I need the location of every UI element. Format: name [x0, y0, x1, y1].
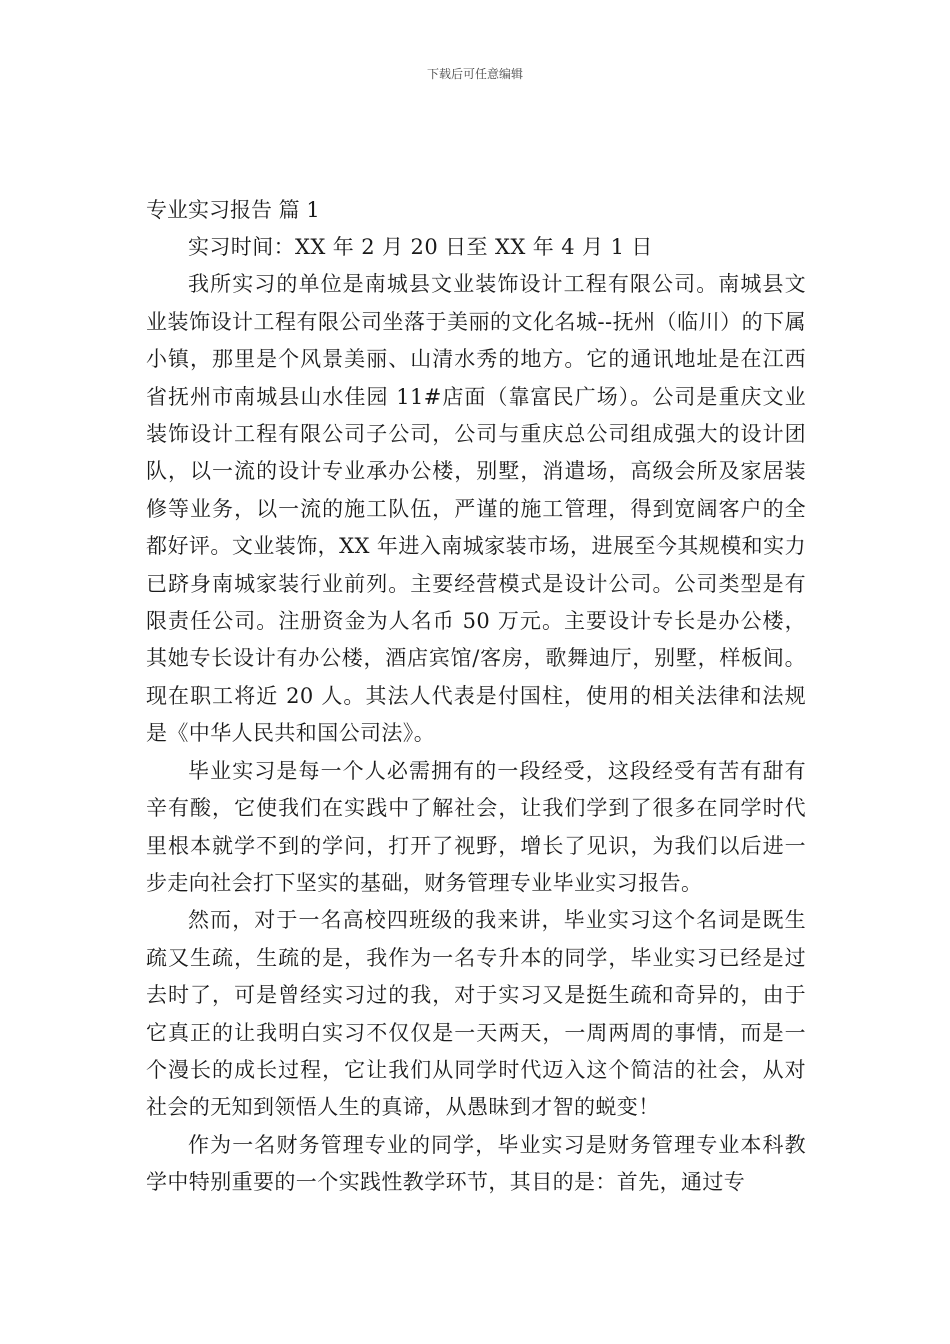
paragraph-internship-meaning: 毕业实习是每一个人必需拥有的一段经受，这段经受有苦有甜有辛有酸，它使我们在实践中了解社会，让我们学到了很多在同学时代里根本就学不到的学问，打开了视野，增长了见识，为我们以后进一步走向社会打下坚实的基础，财务管理专业毕业实习报告。	[146, 758, 806, 895]
document-body	[146, 192, 806, 1202]
paragraph-personal-reflection: 然而，对于一名高校四班级的我来讲，毕业实习这个名词是既生疏又生疏，生疏的是，我作为一名专升本的同学，毕业实习已经是过去时了，可是曾经实习过的我，对于实习又是挺生疏和奇异的，由于它真正的让我明白实习不仅仅是一天两天，一周两周的事情，而是一个漫长的成长过程，它让我们从同学时代迈入这个简洁的社会，从对社会的无知到领悟人生的真谛，从愚昧到才智的蜕变！	[146, 908, 806, 1120]
document-title: 专业实习报告 篇 1	[146, 198, 320, 222]
paragraph-company-intro: 我所实习的单位是南城县文业装饰设计工程有限公司。南城县文业装饰设计工程有限公司坐落于美丽的文化名城--抚州（临川）的下属小镇，那里是个风景美丽、山清水秀的地方。它的通讯地址是在江西省抚州市南城县山水佳园 11#店面（靠富民广场）。公司是重庆文业装饰设计工程有限公司子公司，公司与重庆总公司组成强大的设计团队，以一流的设计专业承办公楼，别墅，消遣场，高级会所及家居装修等业务，以一流的施工队伍，严谨的施工管理，得到宽阔客户的全都好评。文业装饰，XX 年进入南城家装市场，进展至今其规模和实力已跻身南城家装行业前列。主要经营模式是设计公司。公司类型是有限责任公司。注册资金为人名币 50 万元。主要设计专长是办公楼，其她专长设计有办公楼，酒店宾馆/客房，歌舞迪厅，别墅，样板间。现在职工将近 20 人。其法人代表是付国柱，使用的相关法律和法规是《中华人民共和国公司法》。	[146, 272, 806, 746]
paragraph-internship-purpose: 作为一名财务管理专业的同学，毕业实习是财务管理专业本科教学中特别重要的一个实践性教学环节，其目的是：首先，通过专	[146, 1132, 806, 1195]
page-header-note: 下载后可任意编辑	[426, 67, 523, 81]
paragraph-internship-time: 实习时间：XX 年 2 月 20 日至 XX 年 4 月 1 日	[188, 235, 653, 259]
